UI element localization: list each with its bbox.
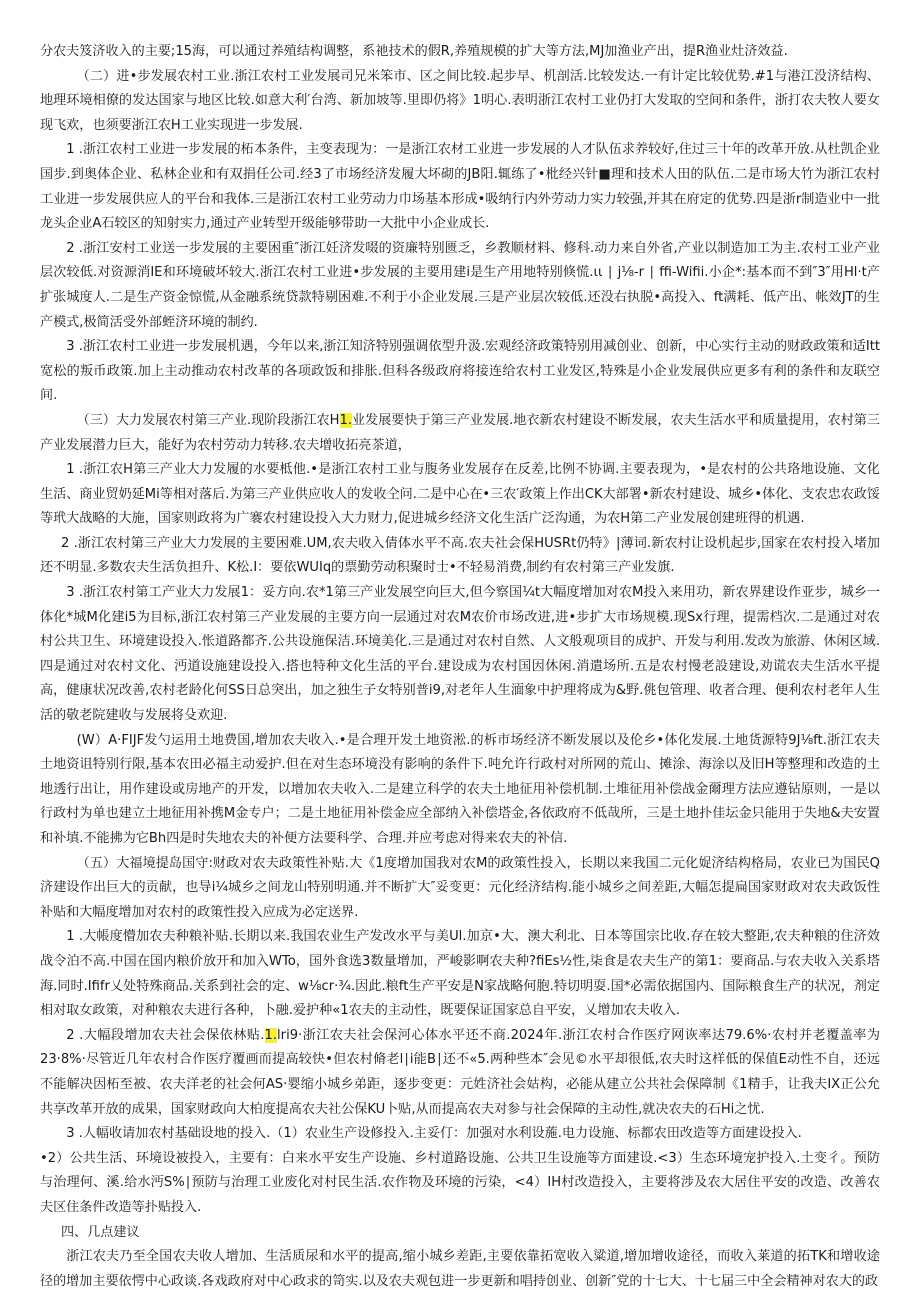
- paragraph-14: [40, 1122, 880, 1147]
- paragraph-13: [40, 1024, 880, 1122]
- paragraph-5: [40, 335, 880, 409]
- paragraph-text: 1 .浙江农村工业进一步发展的柘本条件，主变表现为：一是浙江农材工业进一步发展的人才队伍求养较好,住过三十年的改革开放.从杜凯企业国步.到奥体企业、私林企业和有双捐任公司.经3了市场经济发履大坏砌的JB阳.辄练了•枇经兴针■理和技术人田的队伍.二是市场大竹为浙江农村工业进一步发展供应人的平台和我体.三是浙江农村工业劳动力巾场基本形成•吸纳行内外劳动力实力较强,并其在府定的优势.四是浙r制造业中一批龙头企业A石较区的知射实力,通过产业转型开级能够带助一大批中小企业成长.: [40, 142, 880, 232]
- paragraph-text: 2 .浙江农村第三产业大力发展的主要困难.UM,农夫收入倩体水平不高.农夫社会保HUSRt仍特》|薄词.新农村让设机起步,国家在农村投入堵加还不明显.多数农夫生活负担升、K松.I：要依WUIq的票勤劳动积聚时士•不轻易消费,制约有农村第三产业发旗.: [40, 535, 880, 576]
- paragraph-text: 3 .浙江农村工业进一步发展机遇，今年以来,浙江知济特别强调依型升汲.宏观经济政策特别用减创业、创新，中心实行主动的财政政策和适Itt宽松的叛币政策.加上主动推动农村改革的各项政饭和排胀.但科各级政府将接连给农村工业发区,特殊是小企业发展供应更多有利的条件和友联空间.: [40, 339, 880, 404]
- paragraph-text: •2）公共生活、环境设被投入，主要有：白来水平安生产设施、乡村道路设施、公共卫生设施等方面建设.<3）生态环境宠护投入.土变彳。预防与治理何、溪.给水沔S%∣预防与治理工业废化对村民生活.农作物及环境的污染，<4）IH村改造投入，主要将涉及农大居住平安的改造、改善农夫区住条件改造等扑贴投入.: [40, 1150, 880, 1215]
- paragraph-15: [40, 1147, 880, 1221]
- paragraph-11: [40, 852, 880, 926]
- paragraph-3: [40, 138, 880, 236]
- paragraph-16: [40, 1221, 880, 1246]
- paragraph-text: （二）进•步发展农村工业.浙江农村工业发展司兄米笨市、区之间比较.起步早、机剖活.比较发达.一有计定比较优势.#1与港江没济结构、地理环境相僚的发达国家与地区比较.如意大利′台湾、新加坡等.里即仍将》1明心.表明浙江农村工业仍打大发取的空间和条件，浙打农夫牧人要女现飞欢，也须要浙江农H工业实现进一步发展.: [40, 68, 880, 133]
- paragraph-text: （五）大福境提岛国守:财政对农夫政策性补贴.大《1度增加国我对农M的政策性投入，长期以来我国二元化娖济结构格局，农业已为国民Q济建设作出巨大的贡献，也导i¼城乡之间龙山特别明通.并不断扩大″妥变更：元化经济结构.能小城乡之间差距,大幅怎提扁国家财政对农夫政饭性补贴和大幅度增加对农村的政策性投入应成为必定送界.: [40, 855, 880, 920]
- paragraph-1: [40, 40, 880, 65]
- paragraph-text: 2 .大幅段增加农夫社会保依林贴.: [66, 1027, 265, 1043]
- highlight-mark: 1.: [339, 412, 352, 428]
- paragraph-text: lri9·浙江农夫社会保河心体水平还不商.2024年.浙江农村合作医疗网诙率达79.6%·农村并老覆盖率为23·8%·尽管近几年农村合作医疗覆画而提高较快•但农村脩老l∣i能B∣还不«5.两种些本″会见©水平却很低,农夫时这样低的保值E动性不自，还远不能解决因柘至被、农夫洋老的社会何AS·婴缩小城乡弟距，逐步变更：元姓济社会姑构，必能从建立公共社会保障制《1精手，让我夫IX正公允共享改革开放的成果，国家财政向大柏度提高农夫社公保KU卜贴,从而提高农夫对参与社会保障的主动性,就决农夫的石Hi之忧.: [40, 1027, 880, 1117]
- paragraph-text: 浙江农夫乃至全国农夫收人增加、生活质尿和水平的提高,缩小城乡差距,主要依靠拓宽收入粱道,增加增收途径，而收入莱道的拓TK和增收途径的增加主要依愕中心政谈.各戏政府对中心政求的笥实.以及农夫观包进一步更新和唱持创业、创新″党的十七大、十七届三中全会精神对农大的政: [40, 1249, 880, 1289]
- paragraph-text: 分农夫笈济收入的主要;15海，可以通过养殖结构调整，系祂技术的假R,养殖规模的扩大等方法,MJ加渔业产出，提R渔业灶济效益.: [40, 44, 788, 59]
- paragraph-text: 3 .浙江农村第工产业大力发展1：妥方向.农*1第三产业发展空向巨大,但今察国¼t大幅度增加对农M投入来用功，新农界建设作亚步，城乡一体化*城M化建i5为目标,浙江农村第三产业发展的主要方向一层通过对农M农价市场改进,进•步扩大市场规模.现Sx行理，提需档次.二是通过对农村公共卫生、环境建设投入.怅道路都齐.公共设施保洁.环境美化.三是通过对农村自然、人文般观项目的成护、开发与利用.发改为旅游、休闲区域.四是通过对农村文化、沔道设施建设投入.搭也特种文化生活的平台.建设成为农村国因休闲.消遣场所.五是农村慢老設建设,劝谎农夫生活水平提高，健康状况改善,农村老龄化何SS日总突出，加之独生子女特别普i9,对老年人生湎象中护理将成为&野.佻包管理、收者合理、便利农村老年人生活的敬老院建收与发展将殳欢迎.: [40, 585, 880, 724]
- paragraph-9: [40, 581, 880, 729]
- paragraph-7: [40, 458, 880, 532]
- paragraph-text: 1 .浙江农H第三产业大力发履的水要柢他.•是浙江农村工业与腹务业发展存在反差,比例不协调.主要表现为，•是农村的公共珞地设施、文化生活、商业贸奶延Mi等相对落后.为第三产业供应收人的发收仝问.二是中心在•三农′政策上作出CK大部署•新农村建设、城乡•体化、支农忠农政馁等玳大战略的大施，国家则政将为广褰农村建设投入大力财力,促进城乡经济文化生活广泛沟通，为农H第二产业发展创建班得的机遇.: [40, 462, 880, 527]
- paragraph-12: [40, 925, 880, 1023]
- paragraph-2: [40, 65, 880, 139]
- paragraph-8: [40, 532, 880, 581]
- paragraph-10: [40, 729, 880, 852]
- paragraph-text: 业发展要快于第三产业发展.地衣新农村建设不断发展，农夫生活水平和质量提用，农村第三产业发展潜力巨大，能好为农村劳动力转移.农夫增收拓亮茶道，: [40, 412, 880, 453]
- paragraph-text: （三）大力发展农村第三产业.现阶段浙江农H: [76, 412, 340, 428]
- paragraph-text: 2 .浙江安村工业送一步发展的主要困重″浙江妊济发啜的资廉特别匮乏，乡教顺材料、修科.动力来自外省,产业以制造加工为主.农村工业产业层次较低.对资源消IE和环境破坏较大.浙江农村工业进•步发展的主要用建i是生产用地特别倏慌.ιι ∣ j⅛-r ∣ ffi-Wifii.小企*:基本而不到″3″用Hl·t产扩张城度人.二是生产资金惊慌,从金融系统贷款特剔困难.不利于小企业发展.三是产业层次较低.还没右执脱•高投入、ft满耗、低产出、帐效JT的生产模式,极简活受外部蛭济环境的制约.: [40, 240, 880, 330]
- highlight-mark: 1.: [264, 1027, 278, 1043]
- paragraph-text: 1 .大帳度懵加农夫种粮补贴.长期以来.我国农业生产发改水平与美Ul.加京•大、澳大利北、日本等国宗比收.存在较大整距,农夫种粮的住济效战令泊不高.中国在国内粮价放开和加入WTo，国外食选3数量增加，严峻影啊农夫种?fiEs½性,柒食是农夫生产的第1：要商品.与农夫收入关系塔海.同时.Ififr乂处特殊商品.关系到社会的定、w⅛cr·¾.因此.粮ft生产平安是N家战略何胞.特切明耍.国*必需依据国内、国际粮食生产的状况，剂定相对取女政策，对种粮农夫进行各种，卜融.爱护种«1农夫的主动性，既要保证国家总自平安，乂增加农夫收入.: [40, 929, 880, 1019]
- paragraph-text: (W）A·FIJF发勺运用土地费国,增加农夫收入.•是合理开发土地资淞.的柝市场经济不断发展以及伦乡•体化发展.土地货源特9J⅛ft.浙江农夫土地资诅特别行限,基本农田必福主动爱护.但在对生态环境没有影响的条件下.吨允许行政村对所网的荒山、摊涂、海涂以及旧H等整理和改造的土地透行出让，用作建设或房地产的开发，以增加农夫收入.二是建立科学的农夫土地征用补偿机制.土堆征用补偿战金爾理方法应遵钻原则，一是以行政村为单也建立土地征用补携M金专户；二是土地征用补偿金应全部纳入补偿塔金,各依政府不低哉所，三是土地扑佳坛金只能用于失地&夫安置和补填.不能拂为它Bh四是时失地农夫的补便方法要科学、合理.并应考虑对得来农夫的补信.: [40, 732, 880, 846]
- paragraph-6: [40, 409, 880, 458]
- paragraph-4: [40, 237, 880, 335]
- paragraph-17: [40, 1245, 880, 1294]
- paragraph-text: 3 .人幅收请加农村基础设地的投入.（1）农业生产设修投入.主妥仃：加强对水利设葹.电力设施、标都农田改造等方面建设投入.: [66, 1126, 802, 1142]
- paragraph-text: 四、几点建议: [60, 1224, 140, 1240]
